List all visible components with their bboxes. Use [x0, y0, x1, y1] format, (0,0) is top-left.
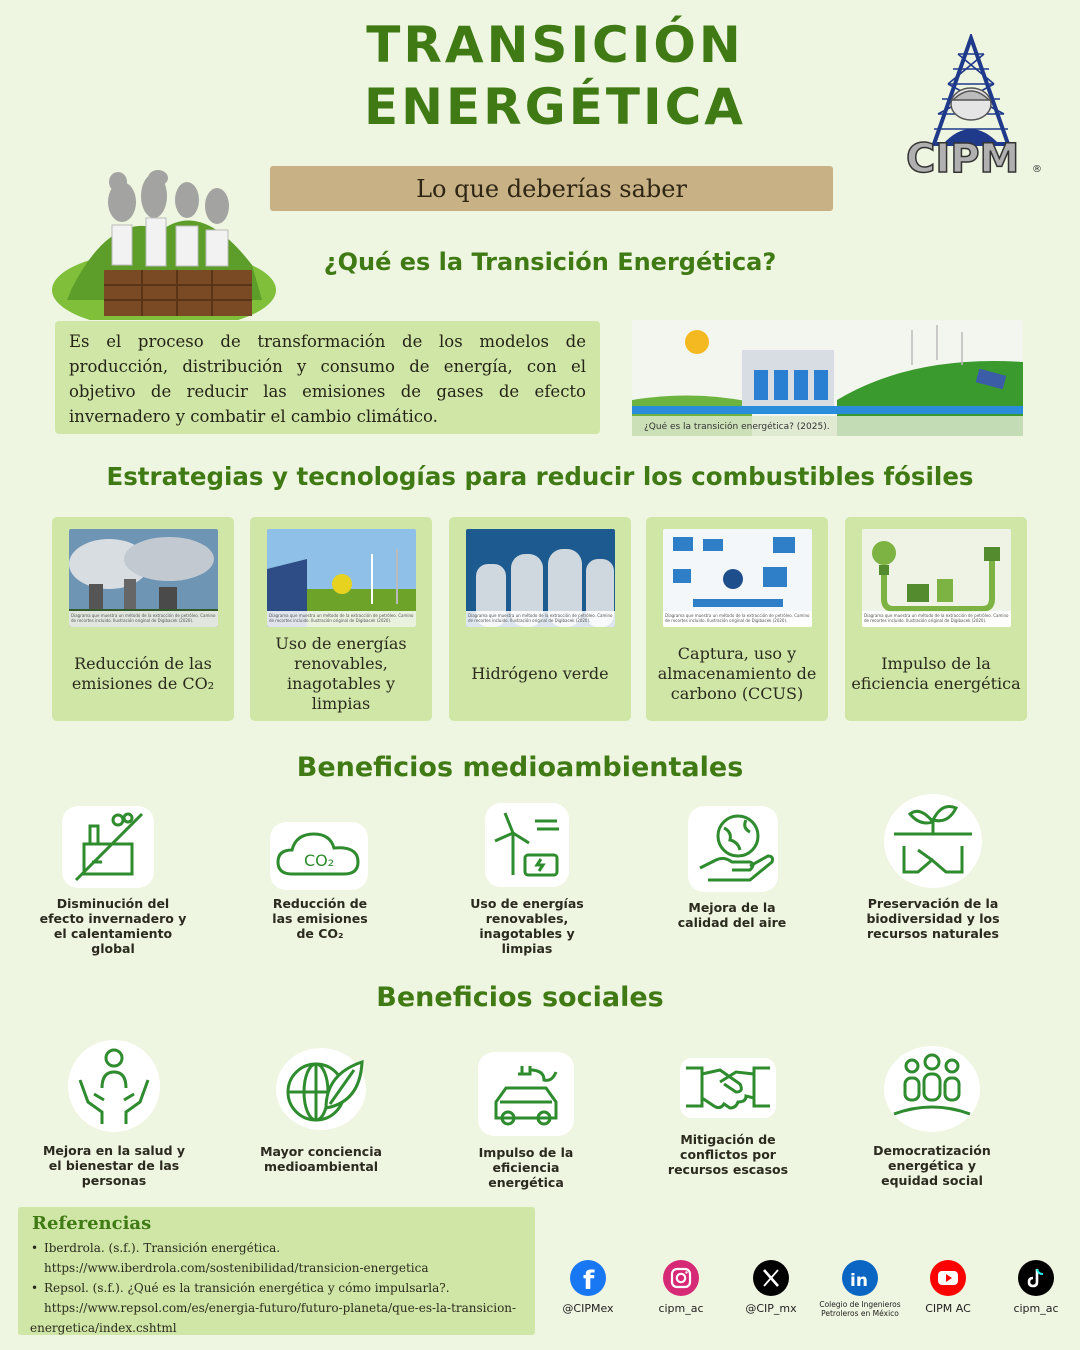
wind-battery-icon: [485, 803, 569, 887]
sprout-handshake-icon: [884, 794, 982, 888]
svg-text:CO₂: CO₂: [304, 851, 335, 870]
social-handle[interactable]: CIPM AC: [925, 1302, 971, 1315]
strategy-card-renewables: [250, 517, 432, 721]
strategy-label: Reducción de las emisiones de CO₂: [71, 654, 215, 693]
social-handle[interactable]: cipm_ac: [1013, 1302, 1059, 1315]
renewables-image: [267, 529, 416, 627]
strategy-label: Hidrógeno verde: [471, 664, 609, 683]
globe-hand-icon: [688, 806, 778, 892]
subtitle-text: Lo que deberías saber: [416, 174, 687, 203]
image-caption: Diagrama que muestra un método de la extracción de petróleo. Camino de recortes incluido. Ilustración original de Digibacek (2020).: [69, 611, 218, 627]
social-link-facebook[interactable]: [548, 1260, 628, 1315]
social-link-tiktok[interactable]: [996, 1260, 1076, 1315]
social-link-x[interactable]: [731, 1260, 811, 1315]
env-label: Preservación de la biodiversidad y los recursos naturales: [866, 896, 1000, 941]
social-label: Mitigación de conflictos por recursos escasos: [667, 1132, 789, 1177]
social-handle[interactable]: @CIP_mx: [745, 1302, 797, 1315]
image-caption: Diagrama que muestra un método de la extracción de petróleo. Camino de recortes incluido. Ilustración original de Digibacek (2020).: [466, 611, 615, 627]
efficiency-image: [862, 529, 1011, 627]
handshake-icon: [680, 1058, 776, 1118]
environmental-heading: Beneficios medioambientales: [296, 752, 744, 783]
x-icon[interactable]: [753, 1260, 789, 1296]
hydrogen-tanks-image: [466, 529, 615, 627]
social-link-youtube[interactable]: [908, 1260, 988, 1315]
strategy-card-emissions: [52, 517, 234, 721]
strategy-label: Impulso de la eficiencia energética: [851, 654, 1021, 693]
strategy-card-ccus: [646, 517, 828, 721]
social-heading: Beneficios sociales: [376, 982, 664, 1013]
env-label: Uso de energías renovables, inagotables y limpias: [470, 896, 584, 956]
social-handle[interactable]: Colegio de Ingenieros Petroleros en México: [819, 1300, 901, 1318]
subtitle-banner: [270, 166, 833, 211]
definition-text: Es el proceso de transformación de los modelos de producción, distribución y consumo de energía, con el objetivo de reducir las emisiones de gases de efecto invernadero y combatir el cambio climático.: [69, 332, 586, 426]
strategy-label: Captura, uso y almacenamiento de carbono (CCUS): [657, 644, 817, 703]
image-caption: Diagrama que muestra un método de la extracción de petróleo. Camino de recortes incluido. Ilustración original de Digibacek (2020).: [663, 611, 812, 627]
social-handle[interactable]: @CIPMex: [562, 1302, 614, 1315]
strategy-card-efficiency: [845, 517, 1027, 721]
env-label: Disminución del efecto invernadero y el calentamiento global: [39, 896, 187, 956]
strategy-label: Uso de energías renovables, inagotables y limpias: [275, 634, 407, 713]
social-label: Impulso de la eficiencia energética: [478, 1145, 574, 1190]
references-heading: Referencias: [32, 1213, 152, 1234]
social-link-instagram[interactable]: [641, 1260, 721, 1315]
reference-url[interactable]: https://www.iberdrola.com/sostenibilidad/transicion-energetica: [44, 1261, 429, 1275]
references-list: [30, 1238, 523, 1338]
instagram-icon[interactable]: [663, 1260, 699, 1296]
social-link-linkedin[interactable]: [816, 1260, 904, 1318]
globe-leaf-icon: [276, 1048, 366, 1130]
co2-cloud-icon: [270, 822, 368, 890]
power-plant-image: [69, 529, 218, 627]
people-group-icon: [884, 1046, 980, 1132]
cipm-logo: [898, 34, 1044, 176]
social-label: Democratización energética y equidad social: [873, 1143, 991, 1188]
youtube-icon[interactable]: [930, 1260, 966, 1296]
reference-url-cont[interactable]: energetica/index.cshtml: [30, 1321, 177, 1335]
reference-item: [30, 1238, 523, 1278]
definition-box: [55, 321, 600, 434]
reference-citation: • Repsol. (s.f.). ¿Qué es la transición energética y cómo impulsarla?.: [44, 1281, 450, 1295]
social-label: Mejora en la salud y el bienestar de las personas: [42, 1143, 186, 1188]
factory-illustration: [52, 170, 277, 320]
ccus-diagram-image: [663, 529, 812, 627]
strategy-card-hydrogen: [449, 517, 631, 721]
env-label: Mejora de la calidad del aire: [677, 900, 787, 930]
strategies-heading: Estrategias y tecnologías para reducir los combustibles fósiles: [106, 462, 974, 491]
facebook-icon[interactable]: [570, 1260, 606, 1296]
hydro-image-caption: ¿Qué es la transición energética? (2025).: [644, 422, 830, 432]
logo-registered-mark: ®: [1032, 164, 1042, 175]
logo-text: CIPM: [906, 136, 1020, 176]
person-care-icon: [68, 1040, 160, 1132]
references-box: [18, 1207, 535, 1335]
intro-heading: ¿Qué es la Transición Energética?: [323, 248, 777, 276]
tiktok-icon[interactable]: [1018, 1260, 1054, 1296]
reference-url[interactable]: https://www.repsol.com/es/energia-futuro/futuro-planeta/que-es-la-transicion-: [44, 1301, 517, 1315]
reference-citation: • Iberdrola. (s.f.). Transición energética.: [44, 1241, 281, 1255]
svg-text:f: f: [583, 1266, 595, 1296]
image-caption: Diagrama que muestra un método de la extracción de petróleo. Camino de recortes incluido. Ilustración original de Digibacek (2020).: [267, 611, 416, 627]
factory-crossed-icon: [62, 806, 154, 888]
social-label: Mayor conciencia medioambiental: [260, 1144, 382, 1174]
title-line-2: ENERGÉTICA: [364, 78, 746, 136]
linkedin-icon[interactable]: [842, 1260, 878, 1296]
social-handle[interactable]: cipm_ac: [658, 1302, 704, 1315]
image-caption: Diagrama que muestra un método de la extracción de petróleo. Camino de recortes incluido. Ilustración original de Digibacek (2020).: [862, 611, 1011, 627]
env-label: Reducción de las emisiones de CO₂: [272, 896, 368, 941]
svg-text:in: in: [850, 1271, 868, 1291]
hydro-dam-image: [632, 320, 1023, 436]
title-line-1: TRANSICIÓN: [366, 16, 744, 74]
electric-car-icon: [478, 1052, 574, 1136]
reference-item: [30, 1278, 523, 1338]
